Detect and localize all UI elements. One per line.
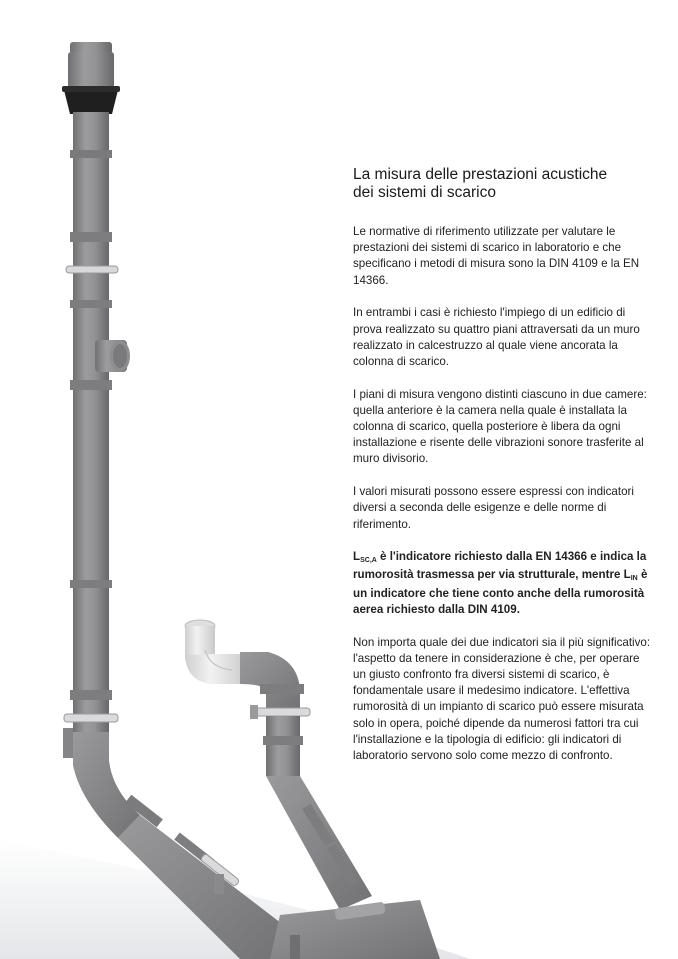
paragraph-test-building: In entrambi i casi è richiesto l'impiego di un edificio di prova realizzato su quattro piani attraversati da un muro realizzato in calcestruzzo al quale viene ancorata la colonna di scarico. <box>353 306 640 368</box>
article-title-line2: dei sistemi di scarico <box>353 184 496 201</box>
main-vertical-pipe <box>62 42 290 959</box>
paragraph-comparison: Non importa quale dei due indicatori sia il più significativo: l'aspetto da tenere in considerazione è che, per operare un giusto confronto fra diversi sistemi di scarico, è fondamentale usare il medesimo indicatore. L'effettiva rumorosità di un impianto di scarico può essere misurata solo in opera, poiché dipende da numerosi fattori tra cui l'installazione e la tipologia di edificio: gli indicatori di laboratorio servono solo come mezzo di confronto. <box>353 635 651 762</box>
article-column <box>353 166 653 781</box>
lsca-text: è l'indicatore richiesto dalla EN 14366 e indica la rumorosità trasmessa per via strutturale, mentre <box>353 550 647 582</box>
article-title <box>353 166 653 202</box>
lsca-subscript: SC,A <box>360 557 377 565</box>
lin-subscript: IN <box>630 575 638 583</box>
lin-text: è un indicatore che tiene conto anche della rumorosità aerea richiesto dalla DIN 4109. <box>353 568 648 616</box>
lsca-symbol: L <box>353 550 361 564</box>
lin-symbol: L <box>623 568 631 582</box>
paragraph-measurement-rooms: I piani di misura vengono distinti ciascuno in due camere: quella anteriore è la camera nella quale è installata la colonna di scarico, quella posteriore è libera da ogni installazione e risente delle vibrazioni sonore trasferite al muro divisorio. <box>353 387 647 466</box>
paragraph-indicators: I valori misurati possono essere espressi con indicatori diversi a seconda delle esigenze e delle norme di riferimento. <box>353 485 634 531</box>
article-title-line1: La misura delle prestazioni acustiche <box>353 166 608 183</box>
paragraph-standards: Le normative di riferimento utilizzate per valutare le prestazioni dei sistemi di scarico in laboratorio e che specificano i metodi di misura sono la DIN 4109 e la EN 14366. <box>353 225 640 287</box>
paragraph-lsca-lin <box>353 549 653 618</box>
